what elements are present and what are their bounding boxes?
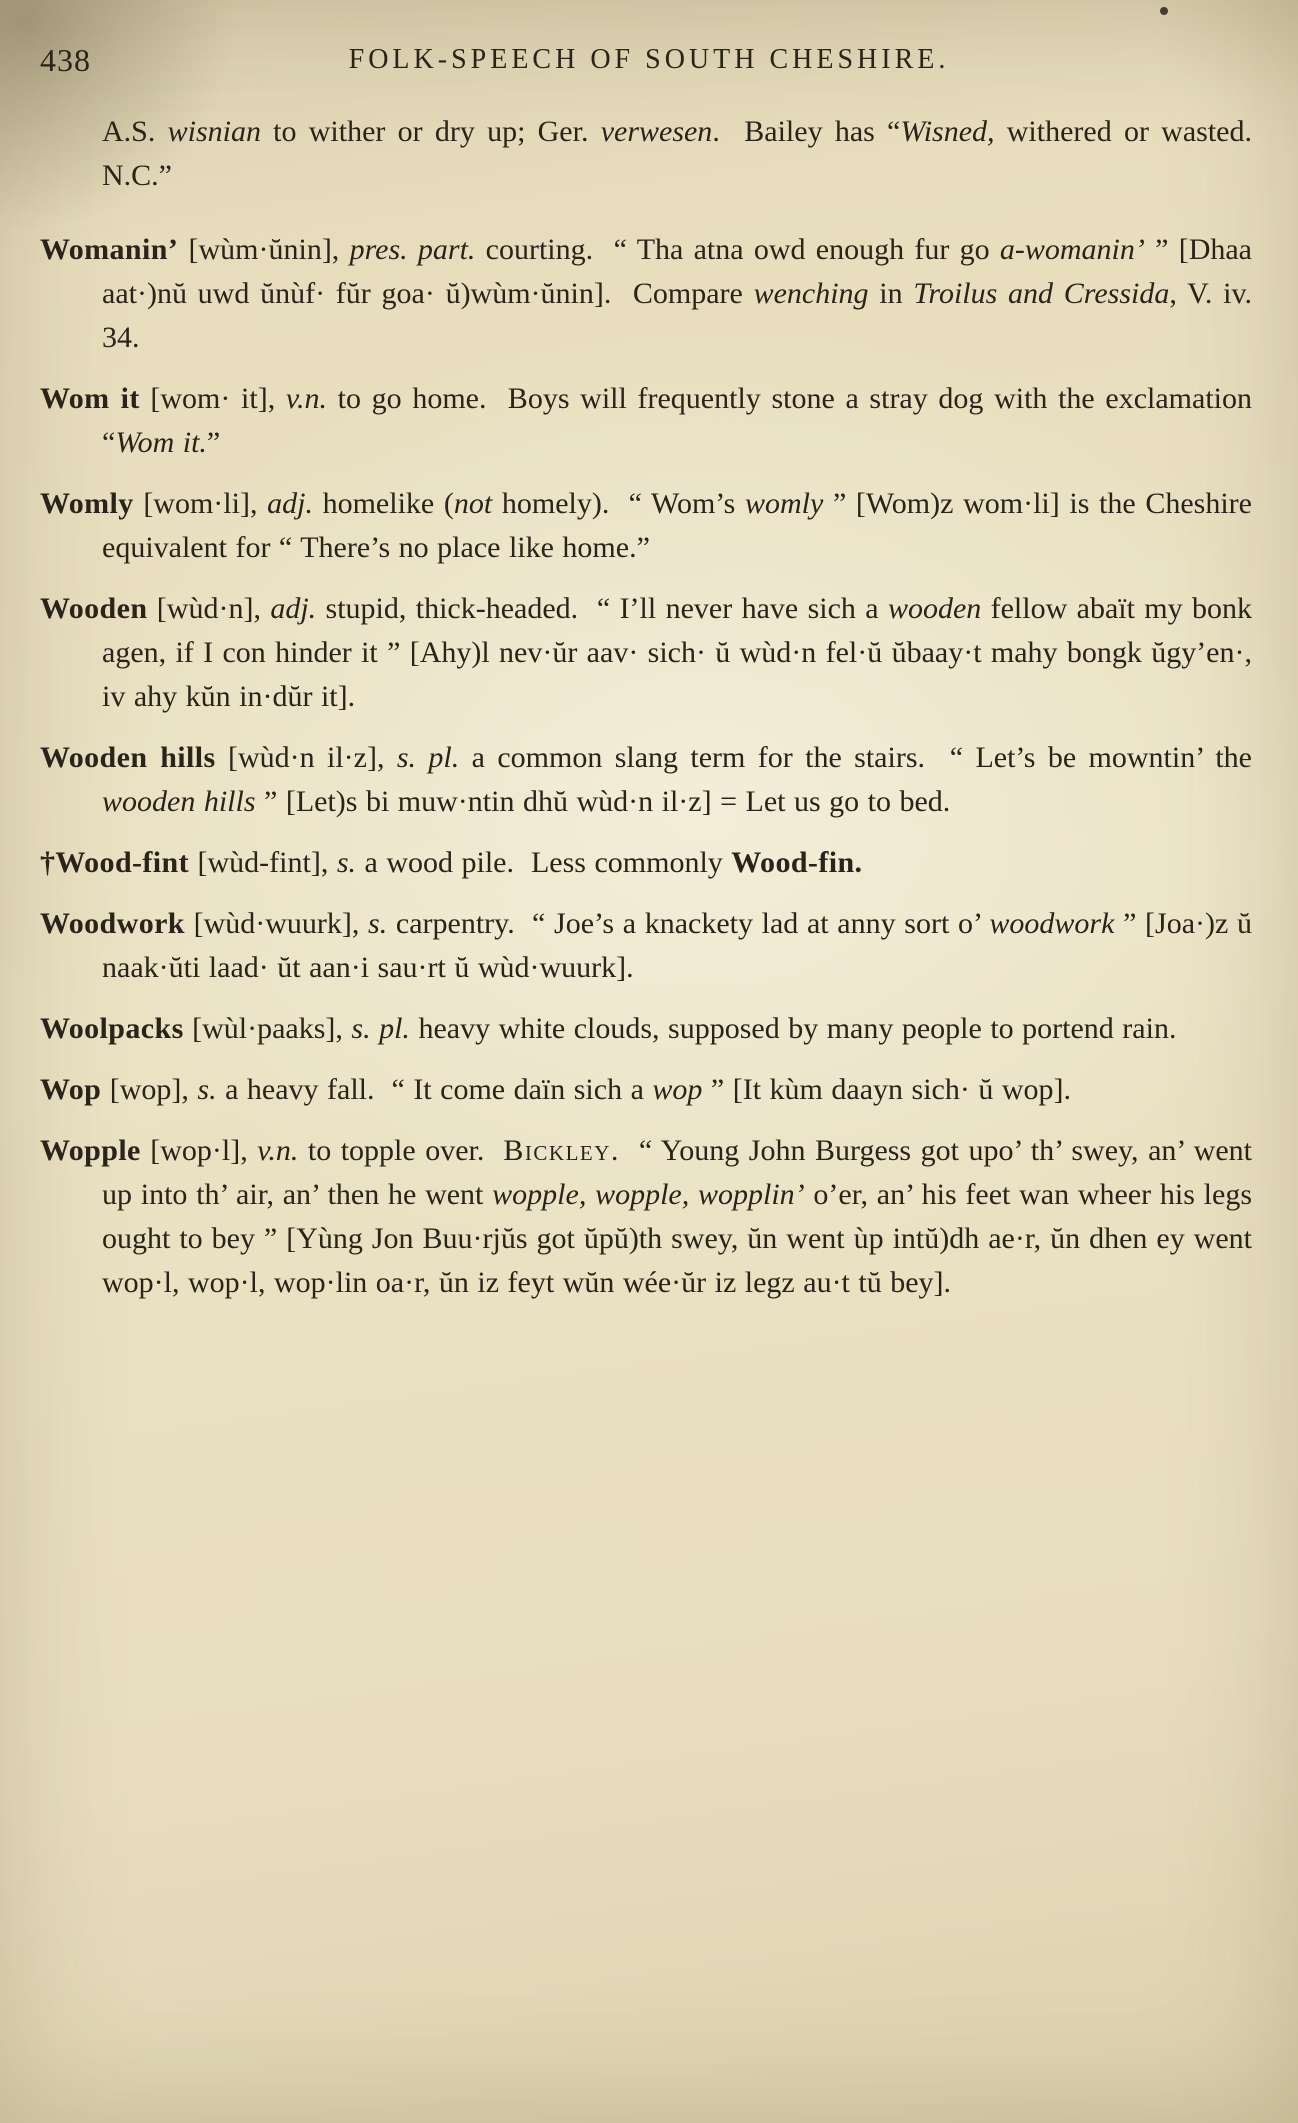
entry-woodwork [40, 902, 1261, 990]
text-segment: . Bailey has “ [712, 115, 901, 148]
text-segment: “ Young John Burgess got upo’ th’ swey, an’ went up into th’ air, an’ then he went [102, 1134, 1261, 1211]
text-segment: v.n. [257, 1134, 299, 1167]
text-segment: adj. [270, 592, 317, 625]
text-segment: Bickley. [503, 1134, 620, 1167]
text-segment: wisnian [167, 115, 261, 148]
text-segment: to topple over. [298, 1134, 504, 1167]
text-segment: ” [206, 426, 221, 459]
text-segment: s. pl. [351, 1012, 410, 1045]
text-segment: s. pl. [396, 741, 460, 774]
text-segment: homelike ( [312, 487, 454, 520]
entry-womly [40, 482, 1261, 570]
text-segment: pres. part. [349, 233, 476, 266]
text-segment: to go home. Boys will frequently stone a stray dog with the exclamation “ [102, 382, 1261, 459]
text-segment: Troilus and Cressida [913, 277, 1170, 310]
entry-womanin [40, 228, 1261, 360]
text-segment: v.n. [285, 382, 327, 415]
running-title: FOLK-SPEECH OF SOUTH CHESHIRE. [348, 44, 950, 75]
page-number: 438 [40, 42, 91, 78]
text-segment: [wùd-fint], [189, 846, 337, 879]
entry-wom-it [40, 377, 1261, 465]
text-segment: s. [197, 1073, 217, 1106]
text-segment: †Wood-fint [40, 846, 190, 879]
text-segment: a-womanin’ [999, 233, 1145, 266]
text-segment: Wisned, [900, 115, 995, 148]
text-segment: [wùd·n il·z], [215, 741, 397, 774]
text-segment: A.S. [102, 115, 168, 148]
text-segment: a wood pile. Less commonly [356, 846, 732, 879]
text-segment: Wom it. [115, 426, 207, 459]
text-segment: s. [336, 846, 357, 879]
entry-wop [40, 1068, 1252, 1112]
text-segment: wenching [753, 277, 869, 310]
text-segment: adj. [267, 487, 313, 520]
text-segment: not [453, 487, 493, 520]
text-segment: woodwork [989, 907, 1115, 940]
text-segment: [wùd·n], [147, 592, 271, 625]
text-segment: womly [744, 487, 824, 520]
continuation-paragraph [40, 110, 1269, 198]
text-segment: to wither or dry up; Ger. [260, 115, 601, 148]
text-segment: Wopple [40, 1134, 141, 1167]
text-segment: verwesen [600, 115, 713, 148]
text-segment: Womanin’ [40, 233, 179, 266]
text-segment: [wùd·wuurk], [184, 907, 369, 940]
text-segment: Woolpacks [40, 1012, 184, 1045]
entry-wopple [40, 1129, 1261, 1305]
text-segment: withered or wasted. N.C.” [102, 115, 1269, 192]
text-segment: wop [652, 1073, 703, 1106]
text-segment: ” [Joa·)z ŭ naak·ŭti laad· ŭt aan·i sau·rt ŭ wùd·wuurk]. [102, 907, 1261, 984]
text-segment: [wom· it], [139, 382, 286, 415]
text-segment: Wom it [40, 382, 140, 415]
text-segment: carpentry. “ Joe’s a knackety lad at anny sort o’ [387, 907, 990, 940]
text-segment: homely). “ Wom’s [492, 487, 745, 520]
text-segment: [wùl·paaks], [183, 1012, 352, 1045]
text-segment: wooden [887, 592, 982, 625]
text-segment: Wooden hills [40, 741, 216, 774]
text-segment: wooden hills [102, 785, 256, 818]
text-segment: Woodwork [40, 907, 185, 940]
text-segment: Wood-fin. [731, 846, 863, 879]
text-segment: [wop], [101, 1073, 198, 1106]
text-segment: fellow abaït my bonk agen, if I con hinder it ” [Ahy)l nev·ŭr aav· sich· ŭ wùd·n fel·ŭ ŭbaay·t mahy bongk ŭgy’en·, iv ahy kŭn in·dŭr it]. [102, 592, 1261, 713]
text-segment: , V. iv. 34. [102, 277, 1261, 354]
text-segment: [wùm·ŭnin], [178, 233, 350, 266]
text-segment: s. [368, 907, 388, 940]
text-segment: ” [Let)s bi muw·ntin dhŭ wùd·n il·z] = Let us go to bed. [255, 785, 951, 818]
text-segment: in [868, 277, 914, 310]
text-segment: Wooden [40, 592, 148, 625]
text-segment: stupid, thick-headed. “ I’ll never have sich a [316, 592, 888, 625]
entry-wood-fint [40, 841, 1252, 885]
text-segment: [wop·l], [140, 1134, 258, 1167]
entry-woolpacks [40, 1007, 1252, 1051]
entry-wooden-hills [40, 736, 1261, 824]
text-segment: Womly [40, 487, 134, 520]
text-segment: [wom·li], [133, 487, 268, 520]
text-segment: a heavy fall. “ It come daïn sich a [216, 1073, 653, 1106]
text-segment: heavy white clouds, supposed by many people to portend rain. [409, 1012, 1177, 1045]
text-segment: a common slang term for the stairs. “ Let’s be mowntin’ the [459, 741, 1261, 774]
page-header [0, 0, 1298, 88]
text-segment: courting. “ Tha atna owd enough fur go [475, 233, 1000, 266]
text-segment: ” [Wom)z wom·li] is the Cheshire equivalent for “ There’s no place like home.” [102, 487, 1261, 564]
text-block [0, 88, 1298, 1305]
entry-wooden [40, 587, 1261, 719]
text-segment: wopple, wopple, wopplin’ [492, 1178, 805, 1211]
text-segment: ” [Dhaa aat·)nŭ uwd ŭnùf· fŭr goa· ŭ)wùm·ŭnin]. Compare [102, 233, 1261, 310]
text-segment: ” [It kùm daayn sich· ŭ wop]. [702, 1073, 1071, 1106]
text-segment: Wop [40, 1073, 102, 1106]
text-segment: o’er, an’ his feet wan wheer his legs ought to bey ” [Yùng Jon Buu·rjŭs got ŭpŭ)th swey, ŭn went ùp intŭ)dh ae·r, ŭn dhen ey went wop·l, wop·l, wop·lin oa·r, ŭn iz feyt wŭn wée·ŭr iz legz au·t tŭ bey]. [102, 1178, 1261, 1299]
